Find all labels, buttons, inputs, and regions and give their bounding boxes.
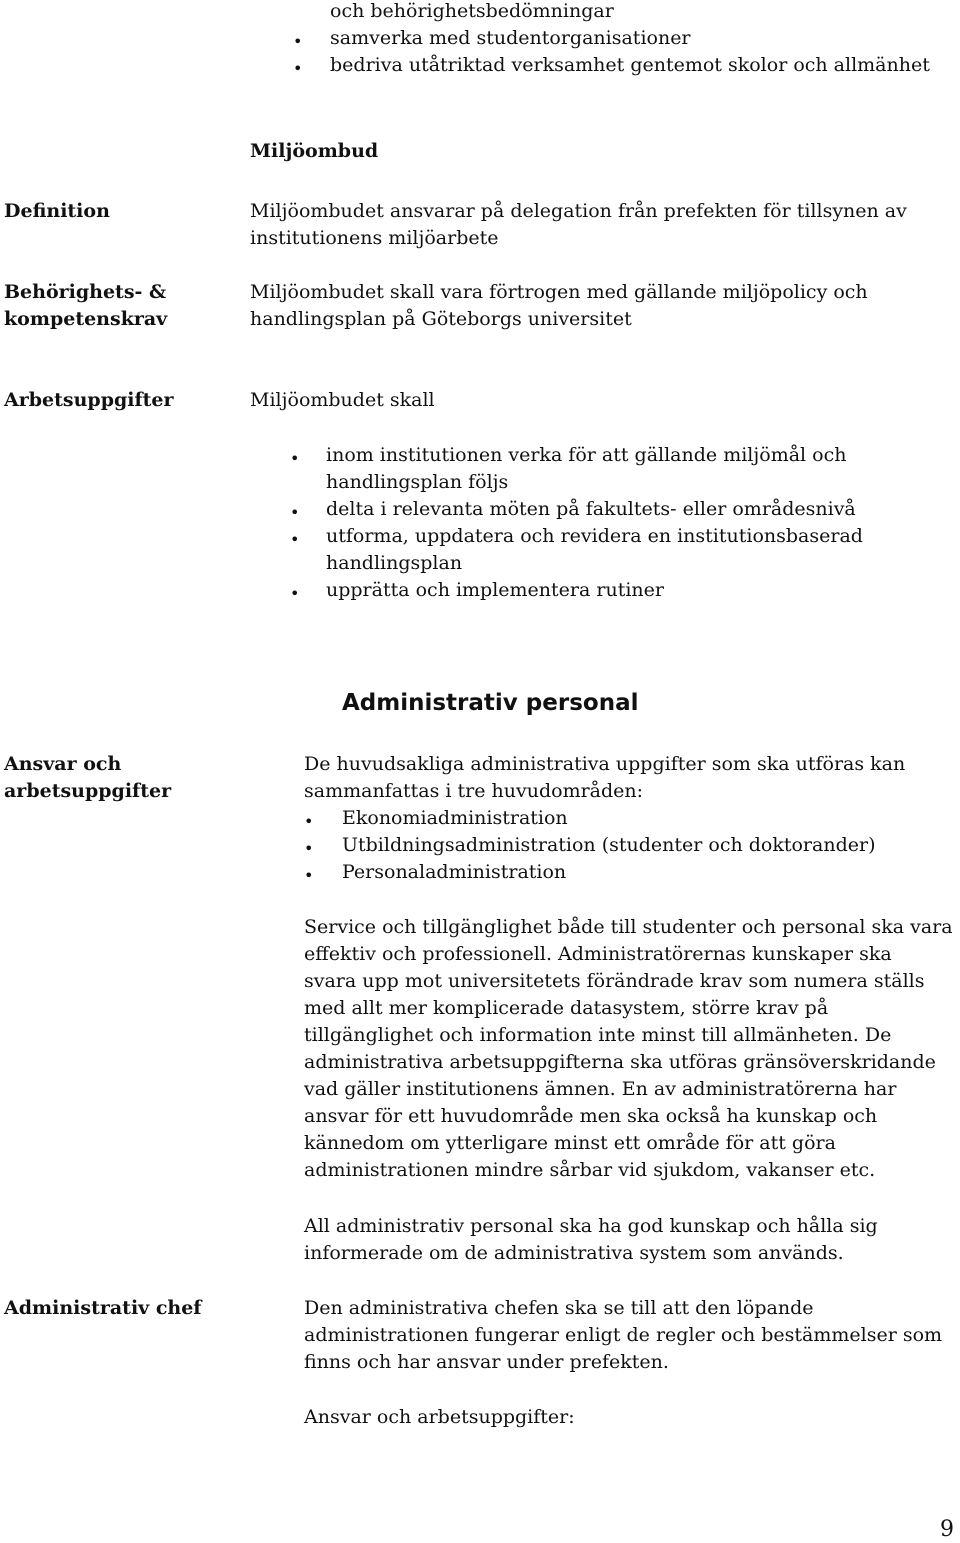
bullet-icon: • <box>304 812 314 831</box>
admin-chef-ansvar: Ansvar och arbetsuppgifter: <box>304 1406 575 1428</box>
admin-heading: Administrativ personal <box>342 690 639 716</box>
service-paragraph: Service och tillgänglighet både till studenter och personal ska vara effektiv och professionell. Administratörernas kunskaper ska svara upp mot universitetets förändrade krav som numera ställs med allt mer komplicerade datasystem, större krav på tillgänglighet och information inte minst till allmänheten. De administrativa arbetsuppgifterna ska utföras gränsöverskridande vad gäller institutionens ämnen. En av administratörerna har ansvar för ett huvudområde men ska också ha kunskap och kännedom om ytterligare minst ett område för att göra administrationen mindre sårbar vid sjukdom, vakanser etc. <box>304 916 953 1181</box>
arbetsuppgifter-intro: Miljöombudet skall <box>250 389 435 411</box>
page-number: 9 <box>940 1517 954 1542</box>
arbetsuppgift-item: utforma, uppdatera och revidera en institutionsbaserad handlingsplan <box>326 525 863 574</box>
behorighet-text: Miljöombudet skall vara förtrogen med gällande miljöpolicy och handlingsplan på Göteborgs universitet <box>250 281 868 330</box>
arbetsuppgift-item: inom institutionen verka för att gällande miljömål och handlingsplan följs <box>326 444 847 493</box>
definition-label: Definition <box>4 200 110 222</box>
bullet-icon: • <box>304 839 314 858</box>
top-list-continued: och behörighetsbedömningar <box>330 0 614 22</box>
bullet-icon: • <box>304 866 314 885</box>
ansvar-label: Ansvar och arbetsuppgifter <box>4 753 172 802</box>
bullet-icon: • <box>293 59 303 78</box>
bullet-icon: • <box>290 449 300 468</box>
admin-area-item: Ekonomiadministration <box>342 807 568 829</box>
bullet-icon: • <box>293 32 303 51</box>
all-personal-paragraph: All administrativ personal ska ha god kunskap och hålla sig informerade om de administrativa system som används. <box>304 1215 878 1264</box>
bullet-icon: • <box>290 530 300 549</box>
top-list-item: bedriva utåtriktad verksamhet gentemot skolor och allmänhet <box>330 54 930 76</box>
top-list-item: samverka med studentorganisationer <box>330 27 691 49</box>
bullet-icon: • <box>290 584 300 603</box>
arbetsuppgift-item: delta i relevanta möten på fakultets- eller områdesnivå <box>326 498 856 520</box>
admin-area-item: Utbildningsadministration (studenter och doktorander) <box>342 834 876 856</box>
admin-area-item: Personaladministration <box>342 861 567 883</box>
behorighet-label: Behörighets- & kompetenskrav <box>4 281 168 330</box>
definition-text: Miljöombudet ansvarar på delegation från prefekten för tillsynen av institutionens miljöarbete <box>250 200 907 249</box>
miljoombud-heading: Miljöombud <box>250 140 379 162</box>
bullet-icon: • <box>290 503 300 522</box>
admin-chef-paragraph: Den administrativa chefen ska se till att den löpande administrationen fungerar enligt de regler och bestämmelser som finns och har ansvar under prefekten. <box>304 1297 943 1373</box>
admin-chef-label: Administrativ chef <box>4 1297 202 1319</box>
arbetsuppgifter-label: Arbetsuppgifter <box>4 389 174 411</box>
admin-intro: De huvudsakliga administrativa uppgifter som ska utföras kan sammanfattas i tre huvudområden: <box>304 753 906 802</box>
arbetsuppgift-item: upprätta och implementera rutiner <box>326 579 664 601</box>
